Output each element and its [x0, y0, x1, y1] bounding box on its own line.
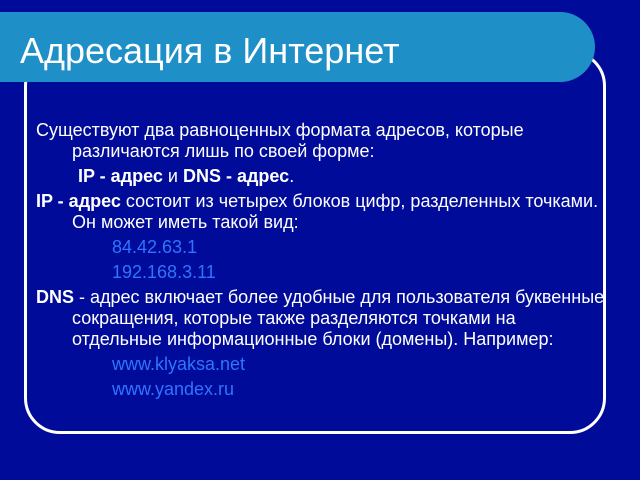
formats-line: [36, 166, 606, 187]
title-bar: [0, 12, 595, 82]
formats-and: и: [162, 166, 183, 186]
ip-term: IP - адрес: [36, 191, 121, 211]
ip-description: состоит из четырех блоков цифр, разделенных точками. Он может иметь такой вид:: [72, 191, 599, 232]
dns-term: DNS: [36, 287, 75, 307]
dns-paragraph: [36, 287, 606, 350]
dns-example-2[interactable]: www.yandex.ru: [112, 379, 235, 399]
formats-period: .: [289, 166, 295, 186]
dns-description: - адрес включает более удобные для пользователя буквенные сокращения, которые также разделяются точками на отдельные информационные блоки (домены). Например:: [72, 287, 605, 349]
slide-title: Адресация в Интернет: [20, 30, 400, 71]
dns-format-term: DNS - адрес: [182, 166, 290, 186]
ip-paragraph: [36, 191, 606, 233]
ip-format-term: IP - адрес: [78, 166, 163, 186]
ip-example-2: 192.168.3.11: [112, 262, 216, 282]
intro-paragraph: Существуют два равноценных формата адресов, которые различаются лишь по своей форме:: [36, 120, 524, 161]
ip-example-1: 84.42.63.1: [112, 237, 198, 257]
dns-example-1[interactable]: www.klyaksa.net: [112, 354, 246, 374]
slide-body: [36, 120, 606, 404]
